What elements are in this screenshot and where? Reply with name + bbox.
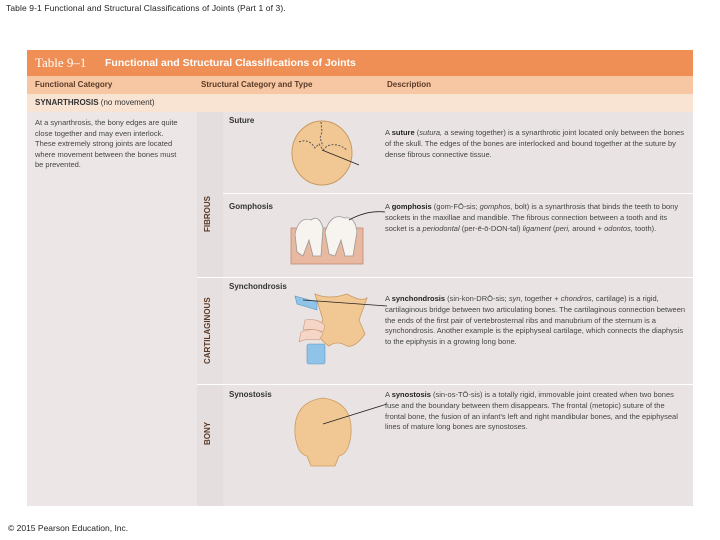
row-divider [197, 277, 693, 278]
row-name-gomphosis: Gomphosis [229, 202, 274, 211]
suture-skull-illustration [289, 120, 359, 190]
row-description-synostosis: A synostosis (sin-os-TŌ-sis) is a totally rigid, immovable joint created when two bones fuse and the boundary between them disappears. The frontal (metopic) suture of the frontal bone, the fusion of an infant's left and right mandibular bones, and the epiphyseal lines of mature long bones are synostoses. [385, 390, 678, 432]
header-functional-category: Functional Category [35, 80, 113, 89]
group-bar-bony [197, 385, 223, 506]
row-description-gomphosis: A gomphosis (gom-FŌ-sis; gomphos, bolt) is a synarthrosis that binds the teeth to bony sockets in the maxillae and mandible. The fibrous connection between a tooth and its socket is a periodontal (per-ē-ō-DON-tal) ligament (peri, around + odontos, tooth). [385, 202, 679, 233]
group-label-fibrous: FIBROUS [203, 196, 212, 232]
header-structural-category: Structural Category and Type [201, 80, 313, 89]
group-bar-cartilaginous [197, 278, 223, 384]
rib-shape [299, 329, 323, 342]
slide-title: Table 9-1 Functional and Structural Classifications of Joints (Part 1 of 3). [6, 3, 286, 13]
gomphosis-teeth-illustration [289, 206, 389, 268]
group-label-bony: BONY [203, 421, 212, 445]
sternum-shape [315, 294, 367, 346]
leader-line [349, 212, 385, 220]
table-header-row [27, 76, 693, 94]
frontal-bone-shape [295, 398, 351, 466]
row-name-synchondrosis: Synchondrosis [229, 282, 287, 291]
row-divider [197, 384, 693, 385]
row-description-synchondrosis: A synchondrosis (sin-kon-DRŌ-sis; syn, together + chondros, cartilage) is a rigid, cartilaginous bridge between two articulating bones. The cartilaginous connection between the ends of the first pair of vertebrosternal ribs and manubrium of the sternum is a synchondrosis. Another example is the epiphyseal cartilage, which connects the diaphysis to the epiphysis in a growing long bone. [385, 294, 686, 347]
table-title-bar [27, 50, 693, 76]
group-label-cartilaginous: CARTILAGINOUS [203, 297, 212, 364]
category-description: At a synarthrosis, the bony edges are quite close together and may even interlock. These extremely strong joints are located where movement between the bones must be prevented. [35, 118, 178, 169]
joints-table [27, 50, 693, 506]
row-name-suture: Suture [229, 116, 255, 125]
group-bar-fibrous [197, 112, 223, 277]
header-description: Description [387, 80, 432, 89]
synostosis-skull-illustration [289, 396, 389, 468]
category-row [27, 94, 693, 112]
row-description-suture: A suture (sutura, a sewing together) is a synarthrotic joint located only between the bones of the skull. The edges of the bones are interlocked and bound together at the suture by dense fibrous connective tissue. [385, 128, 684, 159]
category-name: SYNARTHROSIS [35, 98, 99, 107]
table-number: Table 9–1 [35, 55, 87, 70]
epiphyseal-cartilage-shape [307, 344, 325, 364]
category-label [35, 98, 155, 107]
synchondrosis-illustration [289, 290, 389, 380]
row-name-synostosis: Synostosis [229, 390, 272, 399]
costal-cartilage-shape [295, 296, 317, 310]
copyright: © 2015 Pearson Education, Inc. [8, 523, 129, 533]
row-divider [223, 193, 693, 194]
category-note: (no movement) [100, 98, 155, 107]
table-title: Functional and Structural Classifications of Joints [105, 57, 356, 69]
